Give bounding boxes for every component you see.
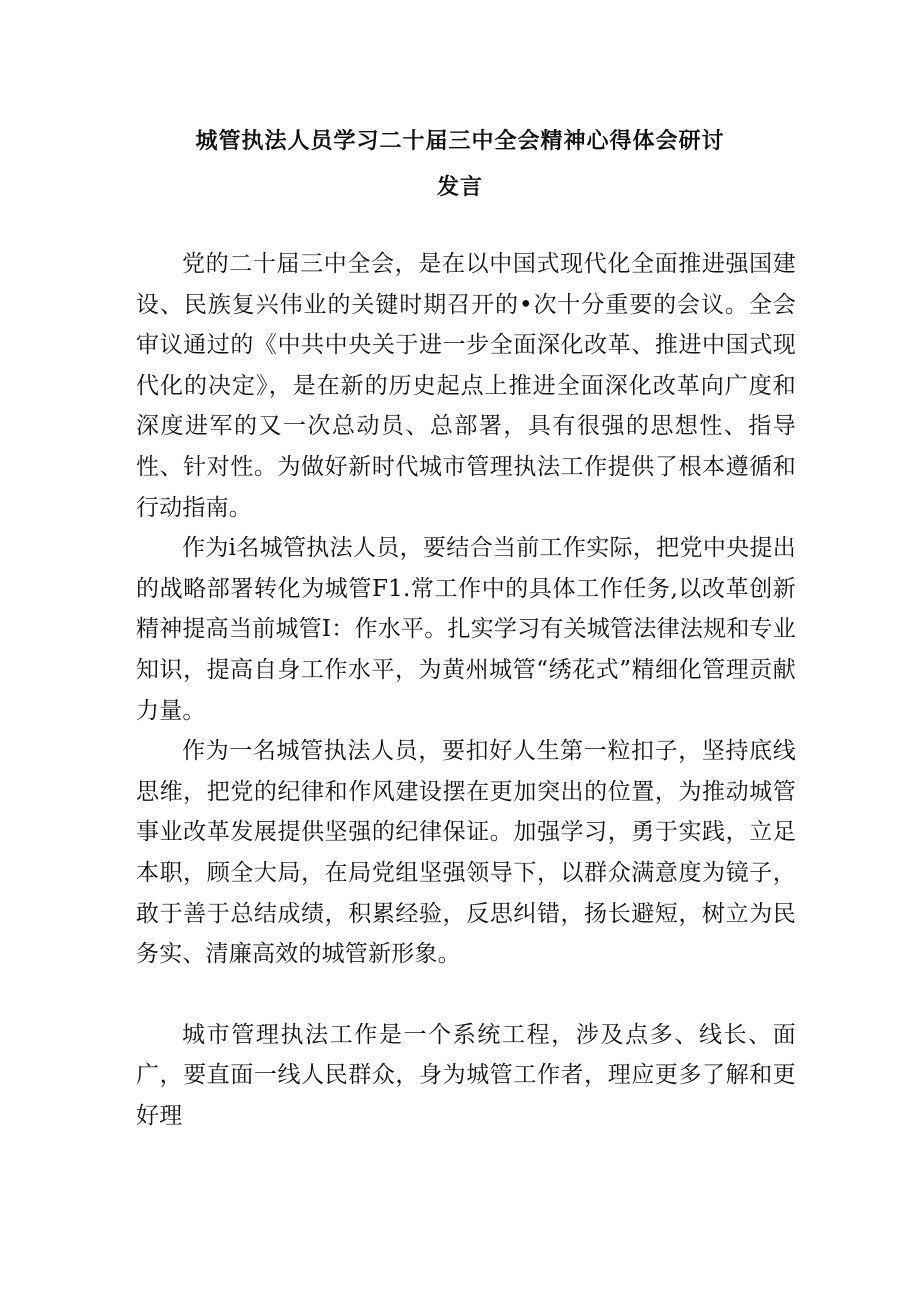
document-title-line-2: 发言 (436, 175, 483, 200)
paragraph-4: 城市管理执法工作是一个系统工程，涉及点多、线长、面广，要直面一线人民群众，身为城管工作者，理应更多了解和更好理 (136, 1021, 796, 1129)
document-body (136, 244, 796, 1136)
paragraph-1: 党的二十届三中全会，是在以中国式现代化全面推进强国建设、民族复兴伟业的关键时期召开的•次十分重要的会议。全会审议通过的《中共中央关于进一步全面深化改革、推进中国式现代化的决定》，是在新的历史起点上推进全面深化改革向广度和深度进军的又一次总动员、总部署，具有很强的思想性、指导性、针对性。为做好新时代城市管理执法工作提供了根本遵循和行动指南。 (136, 251, 796, 521)
document-title-line-1: 城管执法人员学习二十届三中全会精神心得体会研讨 (195, 129, 725, 154)
paragraph-3: 作为一名城管执法人员，要扣好人生第一粒扣子，坚持底线思维，把党的纪律和作风建设摆在更加突出的位置，为推动城管事业改革发展提供坚强的纪律保证。加强学习，勇于实践，立足本职，顾全大局，在局党组坚强领导下，以群众满意度为镜子，敢于善于总结成绩，积累经验，反思纠错，扬长避短，树立为民务实、清廉高效的城管新形象。 (136, 738, 796, 968)
paragraph-2: 作为i名城管执法人员，要结合当前工作实际，把党中央提出的战略部署转化为城管F1.常工作中的具体工作任务,以改革创新精神提高当前城管I：作水平。扎实学习有关城管法律法规和专业知识，提高自身工作水平，为黄州城管“绣花式”精细化管理贡献力量。 (136, 535, 796, 724)
